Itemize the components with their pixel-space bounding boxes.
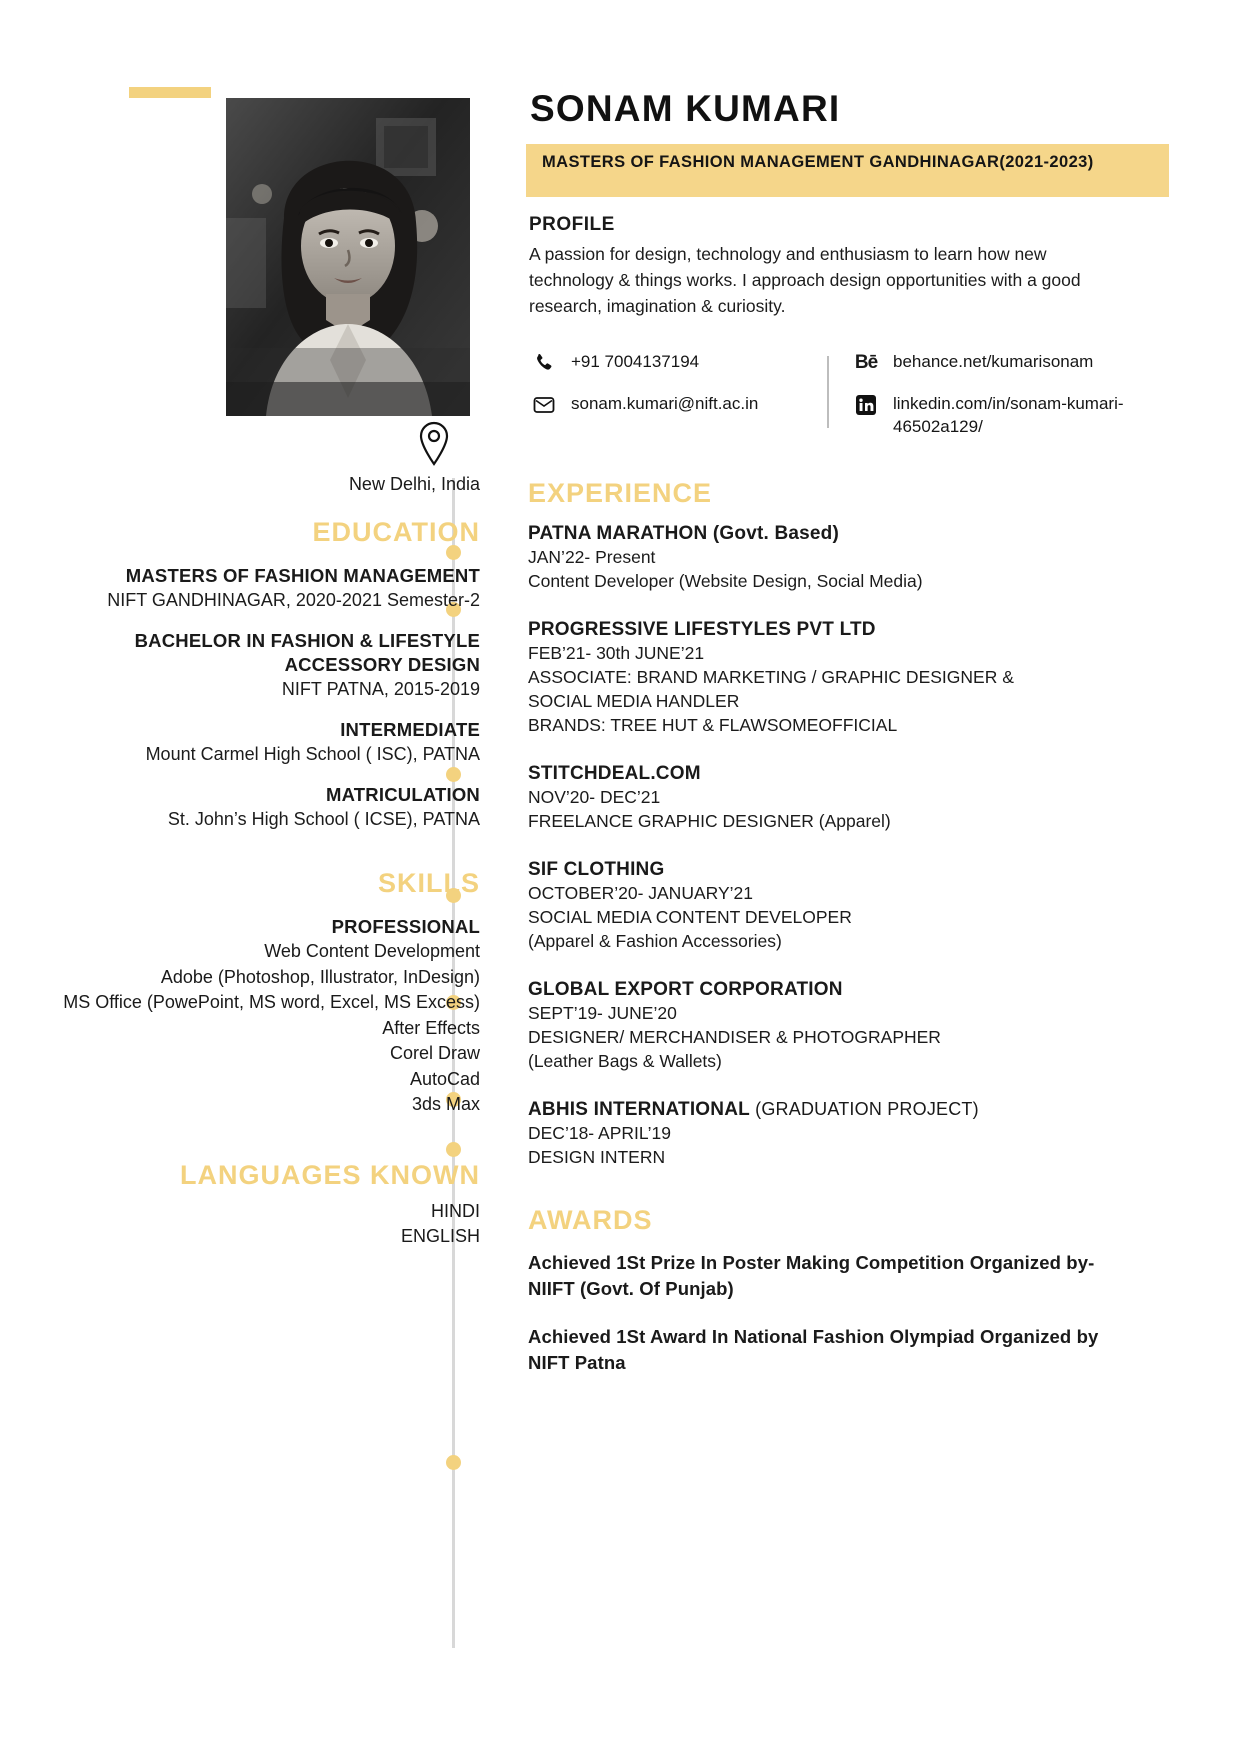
experience-line: (Leather Bags & Wallets) bbox=[528, 1051, 722, 1071]
skill-item: Corel Draw bbox=[389, 1043, 480, 1063]
education-degree: MASTERS OF FASHION MANAGEMENT bbox=[125, 565, 480, 586]
contact-phone[interactable] bbox=[529, 350, 819, 376]
experience-line: BRANDS: TREE HUT & FLAWSOMEOFFICIAL bbox=[528, 715, 898, 735]
education-degree: INTERMEDIATE bbox=[340, 719, 480, 740]
skill-item: Web Content Development bbox=[264, 941, 480, 961]
skills-block bbox=[40, 915, 490, 1118]
timeline-dot bbox=[446, 1455, 461, 1470]
portrait-photo bbox=[226, 98, 470, 416]
experience-line: DESIGNER/ MERCHANDISER & PHOTOGRAPHER bbox=[528, 1027, 941, 1047]
linkedin-text: linkedin.com/in/sonam-kumari-46502a129/ bbox=[893, 394, 1124, 436]
education-detail: NIFT PATNA, 2015-2019 bbox=[281, 679, 480, 699]
experience-company: PATNA MARATHON (Govt. Based) bbox=[528, 523, 840, 544]
experience-company: GLOBAL EXPORT CORPORATION bbox=[528, 979, 843, 1000]
experience-dates: SEPT’19- JUNE’20 bbox=[528, 1003, 677, 1023]
experience-item bbox=[528, 523, 1128, 593]
page-title: SONAM KUMARI bbox=[530, 88, 841, 129]
skills-subheading: PROFESSIONAL bbox=[331, 916, 480, 937]
experience-company: STITCHDEAL.COM bbox=[528, 763, 701, 784]
phone-text: +91 7004137194 bbox=[571, 352, 700, 371]
education-item bbox=[40, 629, 490, 702]
experience-heading: EXPERIENCE bbox=[528, 478, 713, 508]
experience-company-suffix: (GRADUATION PROJECT) bbox=[749, 1099, 979, 1119]
email-text: sonam.kumari@nift.ac.in bbox=[571, 394, 759, 413]
languages-heading: LANGUAGES KNOWN bbox=[180, 1159, 480, 1190]
accent-bar bbox=[129, 87, 211, 98]
avatar bbox=[226, 98, 470, 416]
languages-block bbox=[40, 1199, 490, 1250]
location-pin-icon bbox=[40, 420, 490, 468]
skill-item: Adobe (Photoshop, Illustrator, InDesign) bbox=[160, 966, 480, 987]
experience-line: Content Developer (Website Design, Social Media) bbox=[528, 571, 923, 591]
experience-dates: OCTOBER’20- JANUARY’21 bbox=[528, 883, 753, 903]
contact-linkedin[interactable] bbox=[851, 392, 1151, 438]
experience-item bbox=[528, 619, 1128, 737]
experience-line: ASSOCIATE: BRAND MARKETING / GRAPHIC DESIGNER & bbox=[528, 667, 1014, 687]
contact-email[interactable] bbox=[529, 392, 819, 418]
language-item: ENGLISH bbox=[400, 1226, 480, 1246]
experience-item bbox=[528, 763, 1128, 833]
award-item: Achieved 1St Award In National Fashion Olympiad Organized by NIFT Patna bbox=[528, 1326, 1099, 1373]
education-detail: NIFT GANDHINAGAR, 2020-2021 Semester-2 bbox=[107, 590, 480, 610]
experience-line: FREELANCE GRAPHIC DESIGNER (Apparel) bbox=[528, 811, 891, 831]
education-item bbox=[40, 783, 490, 832]
education-detail: Mount Carmel High School ( ISC), PATNA bbox=[145, 744, 480, 764]
experience-company: PROGRESSIVE LIFESTYLES PVT LTD bbox=[528, 619, 876, 640]
phone-icon bbox=[529, 350, 559, 376]
experience-item bbox=[528, 979, 1128, 1073]
linkedin-icon bbox=[851, 392, 881, 418]
experience-dates: JAN’22- Present bbox=[528, 547, 656, 567]
profile-heading: PROFILE bbox=[529, 214, 615, 235]
skill-item: After Effects bbox=[382, 1017, 480, 1038]
behance-icon: Bē bbox=[854, 352, 878, 373]
education-degree: MATRICULATION bbox=[326, 784, 480, 805]
awards-heading: AWARDS bbox=[528, 1205, 653, 1235]
experience-line: DESIGN INTERN bbox=[528, 1147, 666, 1167]
title-band: MASTERS OF FASHION MANAGEMENT GANDHINAGAR(2021-2023) bbox=[526, 144, 1169, 197]
profile-text: A passion for design, technology and enthusiasm to learn how new technology & things works. I approach design opportunities with a good research, imagination & curiosity. bbox=[529, 244, 1081, 316]
experience-item bbox=[528, 859, 1128, 953]
education-degree: BACHELOR IN FASHION & LIFESTYLE ACCESSORY DESIGN bbox=[134, 630, 480, 675]
education-item bbox=[40, 718, 490, 767]
experience-line: (Apparel & Fashion Accessories) bbox=[528, 931, 782, 951]
behance-text: behance.net/kumarisonam bbox=[893, 352, 1094, 371]
experience-line: SOCIAL MEDIA HANDLER bbox=[528, 691, 740, 711]
contact-divider bbox=[827, 356, 829, 428]
language-item: HINDI bbox=[431, 1200, 480, 1221]
contact-behance[interactable] bbox=[851, 350, 1151, 376]
contact-column-left bbox=[529, 350, 819, 434]
experience-line: SOCIAL MEDIA CONTENT DEVELOPER bbox=[528, 907, 852, 927]
skill-item: MS Office (PowePoint, MS word, Excel, MS Excess) bbox=[63, 992, 480, 1012]
experience-dates: FEB’21- 30th JUNE’21 bbox=[528, 643, 705, 663]
education-heading: EDUCATION bbox=[312, 517, 480, 547]
education-item bbox=[40, 564, 490, 613]
skills-heading: SKILLS bbox=[377, 868, 480, 898]
experience-company bbox=[528, 1099, 1128, 1121]
skill-item: 3ds Max bbox=[411, 1094, 480, 1114]
right-column bbox=[528, 478, 1128, 1376]
email-icon bbox=[529, 392, 559, 418]
experience-company: SIF CLOTHING bbox=[528, 859, 665, 880]
contact-column-right bbox=[851, 350, 1151, 454]
experience-company-name: ABHIS INTERNATIONAL bbox=[528, 1099, 750, 1120]
skill-item: AutoCad bbox=[409, 1068, 480, 1089]
experience-dates: NOV’20- DEC’21 bbox=[528, 787, 661, 807]
education-detail: St. John’s High School ( ICSE), PATNA bbox=[167, 809, 480, 829]
location-text: New Delhi, India bbox=[348, 474, 480, 494]
experience-item bbox=[528, 1099, 1128, 1169]
experience-dates: DEC’18- APRIL’19 bbox=[528, 1123, 671, 1143]
award-item: Achieved 1St Prize In Poster Making Competition Organized by- NIIFT (Govt. Of Punjab) bbox=[528, 1252, 1095, 1299]
left-column bbox=[40, 420, 490, 1250]
